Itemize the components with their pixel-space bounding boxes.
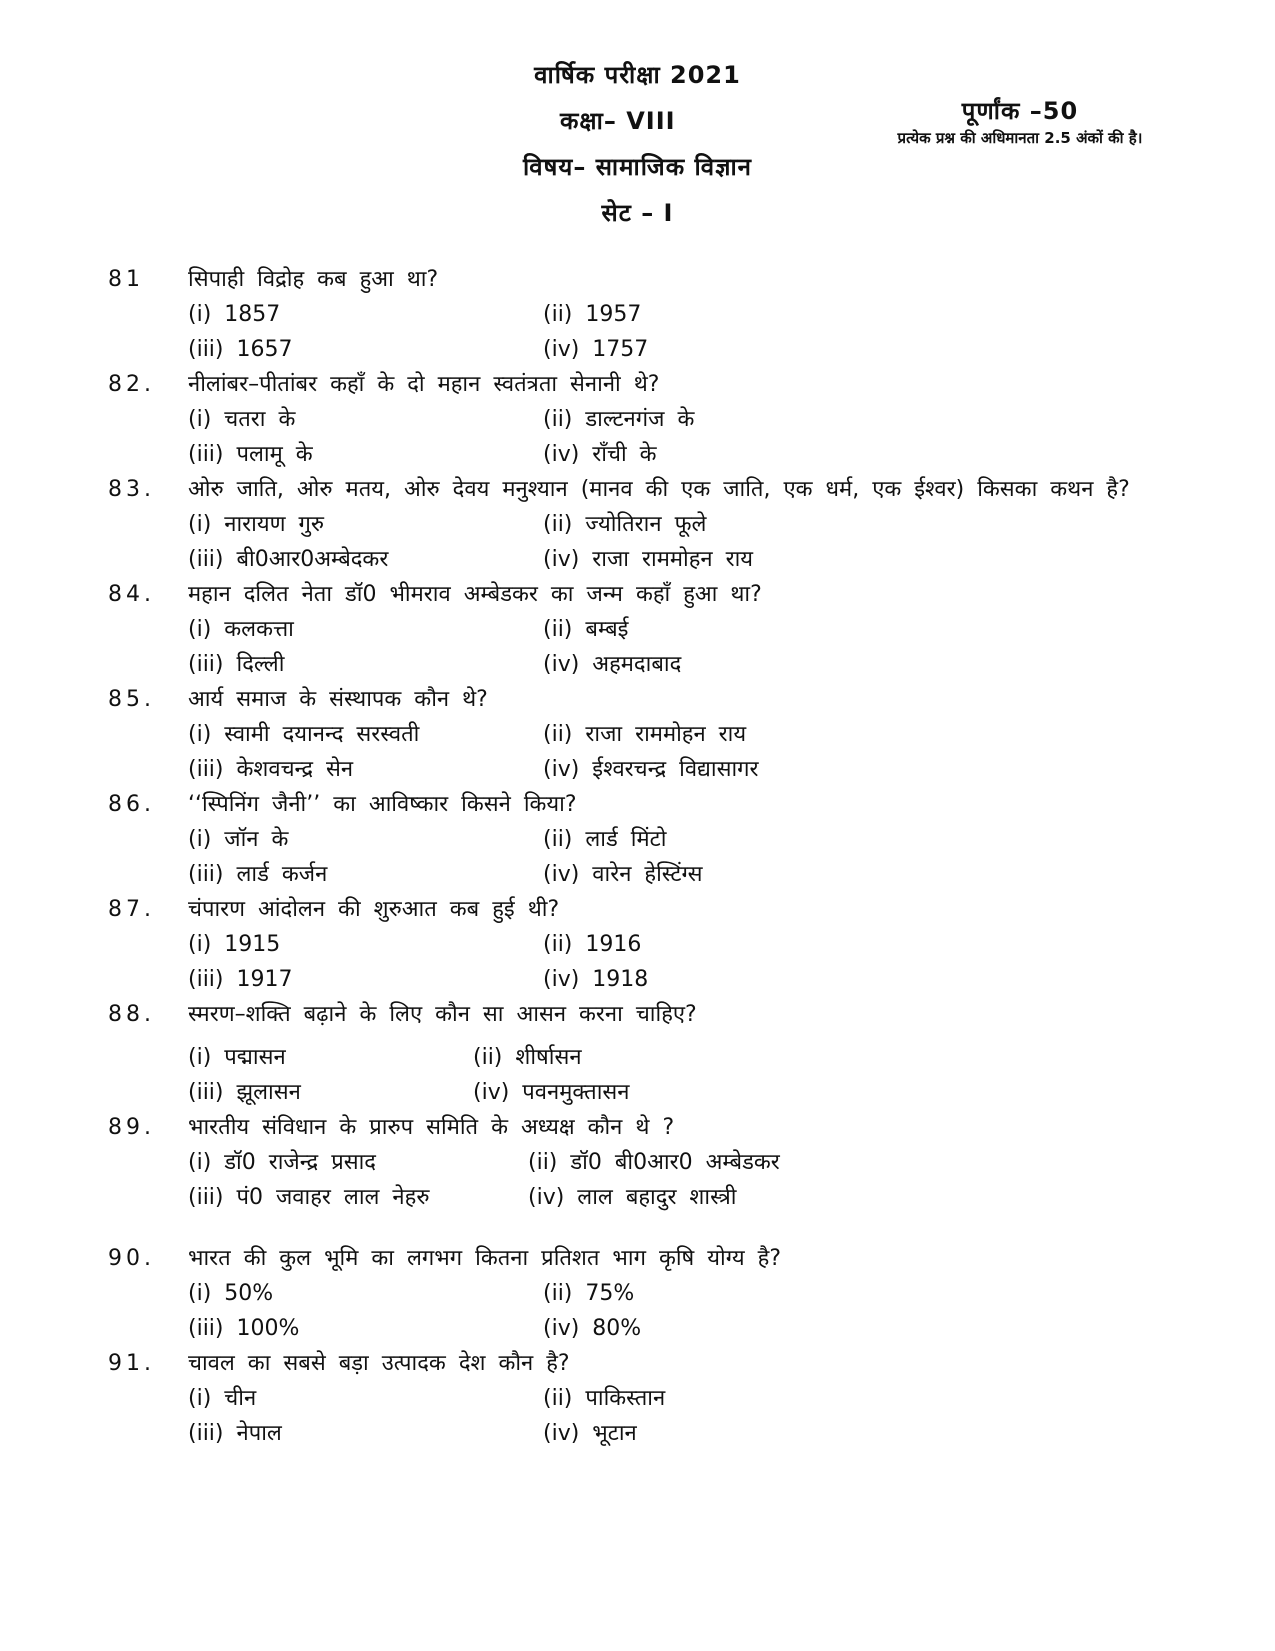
option: (iv) 80% — [543, 1316, 642, 1341]
option: (ii) 1957 — [543, 302, 642, 327]
question-text: ‘‘स्पिनिंग जैनी’’ का आविष्कार किसने किया? — [188, 792, 577, 817]
option: (ii) डाल्टनगंज के — [543, 407, 695, 432]
class-line: कक्षा– VIII — [560, 107, 676, 135]
question-text: स्मरण–शक्ति बढ़ाने के लिए कौन सा आसन करना चाहिए? — [188, 1002, 697, 1027]
option: (iv) 1757 — [543, 337, 649, 362]
option: (iii) बी0आर0अम्बेदकर — [188, 547, 389, 572]
option: (iv) 1918 — [543, 967, 649, 992]
question-number: 91. — [108, 1351, 155, 1376]
set-line: सेट – I — [601, 199, 674, 227]
option: (iii) 100% — [188, 1316, 300, 1341]
option: (i) नारायण गुरु — [188, 512, 325, 537]
option: (iii) झूलासन — [188, 1080, 301, 1105]
option: (iv) राजा राममोहन राय — [543, 547, 754, 572]
option: (iv) राँची के — [543, 442, 657, 467]
subject-line: विषय– सामाजिक विज्ञान — [522, 153, 752, 181]
question-item — [108, 787, 1178, 892]
option: (ii) 75% — [543, 1281, 635, 1306]
option: (iii) दिल्ली — [188, 652, 285, 677]
option: (iv) वारेन हेस्टिंग्स — [543, 862, 703, 887]
option: (ii) ज्योतिरान फूले — [543, 512, 707, 537]
question-text: आर्य समाज के संस्थापक कौन थे? — [188, 687, 488, 712]
question-text: सिपाही विद्रोह कब हुआ था? — [188, 267, 439, 292]
question-item — [108, 367, 1178, 472]
option: (i) कलकत्ता — [188, 617, 294, 642]
option: (ii) पाकिस्तान — [543, 1386, 666, 1411]
question-item — [108, 262, 1178, 367]
option: (iii) केशवचन्द्र सेन — [188, 757, 354, 782]
option: (i) 1915 — [188, 932, 281, 957]
question-number: 87. — [108, 897, 155, 922]
option: (iii) लार्ड कर्जन — [188, 862, 328, 887]
option: (ii) बम्बई — [543, 617, 629, 642]
question-item — [108, 682, 1178, 787]
question-text: ओरु जाति, ओरु मतय, ओरु देवय मनुश्यान (मानव की एक जाति, एक धर्म, एक ईश्वर) किसका कथन है? — [188, 477, 1130, 502]
exam-title: वार्षिक परीक्षा 2021 — [534, 61, 741, 89]
option: (i) डॉ0 राजेन्द्र प्रसाद — [188, 1150, 376, 1175]
question-text: चंपारण आंदोलन की शुरुआत कब हुई थी? — [188, 897, 560, 922]
question-item — [108, 892, 1178, 997]
question-item — [108, 1241, 1178, 1346]
option: (ii) लार्ड मिंटो — [543, 827, 667, 852]
question-number: 86. — [108, 792, 155, 817]
question-item — [108, 1346, 1178, 1451]
option: (i) 1857 — [188, 302, 281, 327]
option: (i) चतरा के — [188, 407, 296, 432]
question-item — [108, 1110, 1178, 1215]
option: (iv) अहमदाबाद — [543, 652, 682, 677]
question-text: नीलांबर–पीतांबर कहाँ के दो महान स्वतंत्रता सेनानी थे? — [188, 372, 660, 397]
question-number: 81 — [108, 267, 144, 292]
total-marks: पूर्णांक –50 — [961, 97, 1079, 125]
question-number: 83. — [108, 477, 155, 502]
marks-block — [860, 94, 1180, 149]
question-number: 82. — [108, 372, 155, 397]
question-number: 84. — [108, 582, 155, 607]
question-number: 85. — [108, 687, 155, 712]
question-text: महान दलित नेता डॉ0 भीमराव अम्बेडकर का जन्म कहाँ हुआ था? — [188, 582, 762, 607]
option: (i) चीन — [188, 1386, 257, 1411]
option: (ii) डॉ0 बी0आर0 अम्बेडकर — [528, 1150, 780, 1175]
option: (iii) पलामू के — [188, 442, 313, 467]
option: (ii) शीर्षासन — [473, 1045, 582, 1070]
option: (i) 50% — [188, 1281, 274, 1306]
marks-note: प्रत्येक प्रश्न की अधिमानता 2.5 अंकों की है। — [897, 129, 1143, 147]
option: (i) पद्मासन — [188, 1045, 286, 1070]
option: (iv) पवनमुक्तासन — [473, 1080, 630, 1105]
question-number: 89. — [108, 1115, 155, 1140]
option: (iv) लाल बहादुर शास्त्री — [528, 1185, 737, 1210]
question-item — [108, 997, 1178, 1110]
question-text: चावल का सबसे बड़ा उत्पादक देश कौन है? — [188, 1351, 570, 1376]
option: (iv) भूटान — [543, 1421, 637, 1446]
option: (i) स्वामी दयानन्द सरस्वती — [188, 722, 420, 747]
option: (iii) नेपाल — [188, 1421, 282, 1446]
option: (iv) ईश्वरचन्द्र विद्यासागर — [543, 757, 759, 782]
option: (iii) पं0 जवाहर लाल नेहरु — [188, 1185, 430, 1210]
question-number: 90. — [108, 1246, 155, 1271]
question-text: भारत की कुल भूमि का लगभग कितना प्रतिशत भाग कृषि योग्य है? — [188, 1246, 782, 1271]
option: (ii) 1916 — [543, 932, 642, 957]
question-text: भारतीय संविधान के प्रारुप समिति के अध्यक्ष कौन थे ? — [188, 1115, 675, 1140]
option: (i) जॉन के — [188, 827, 289, 852]
option: (iii) 1657 — [188, 337, 293, 362]
question-list — [108, 262, 1178, 1451]
option: (ii) राजा राममोहन राय — [543, 722, 747, 747]
question-item — [108, 577, 1178, 682]
question-item — [108, 472, 1178, 577]
option: (iii) 1917 — [188, 967, 293, 992]
question-number: 88. — [108, 1002, 155, 1027]
